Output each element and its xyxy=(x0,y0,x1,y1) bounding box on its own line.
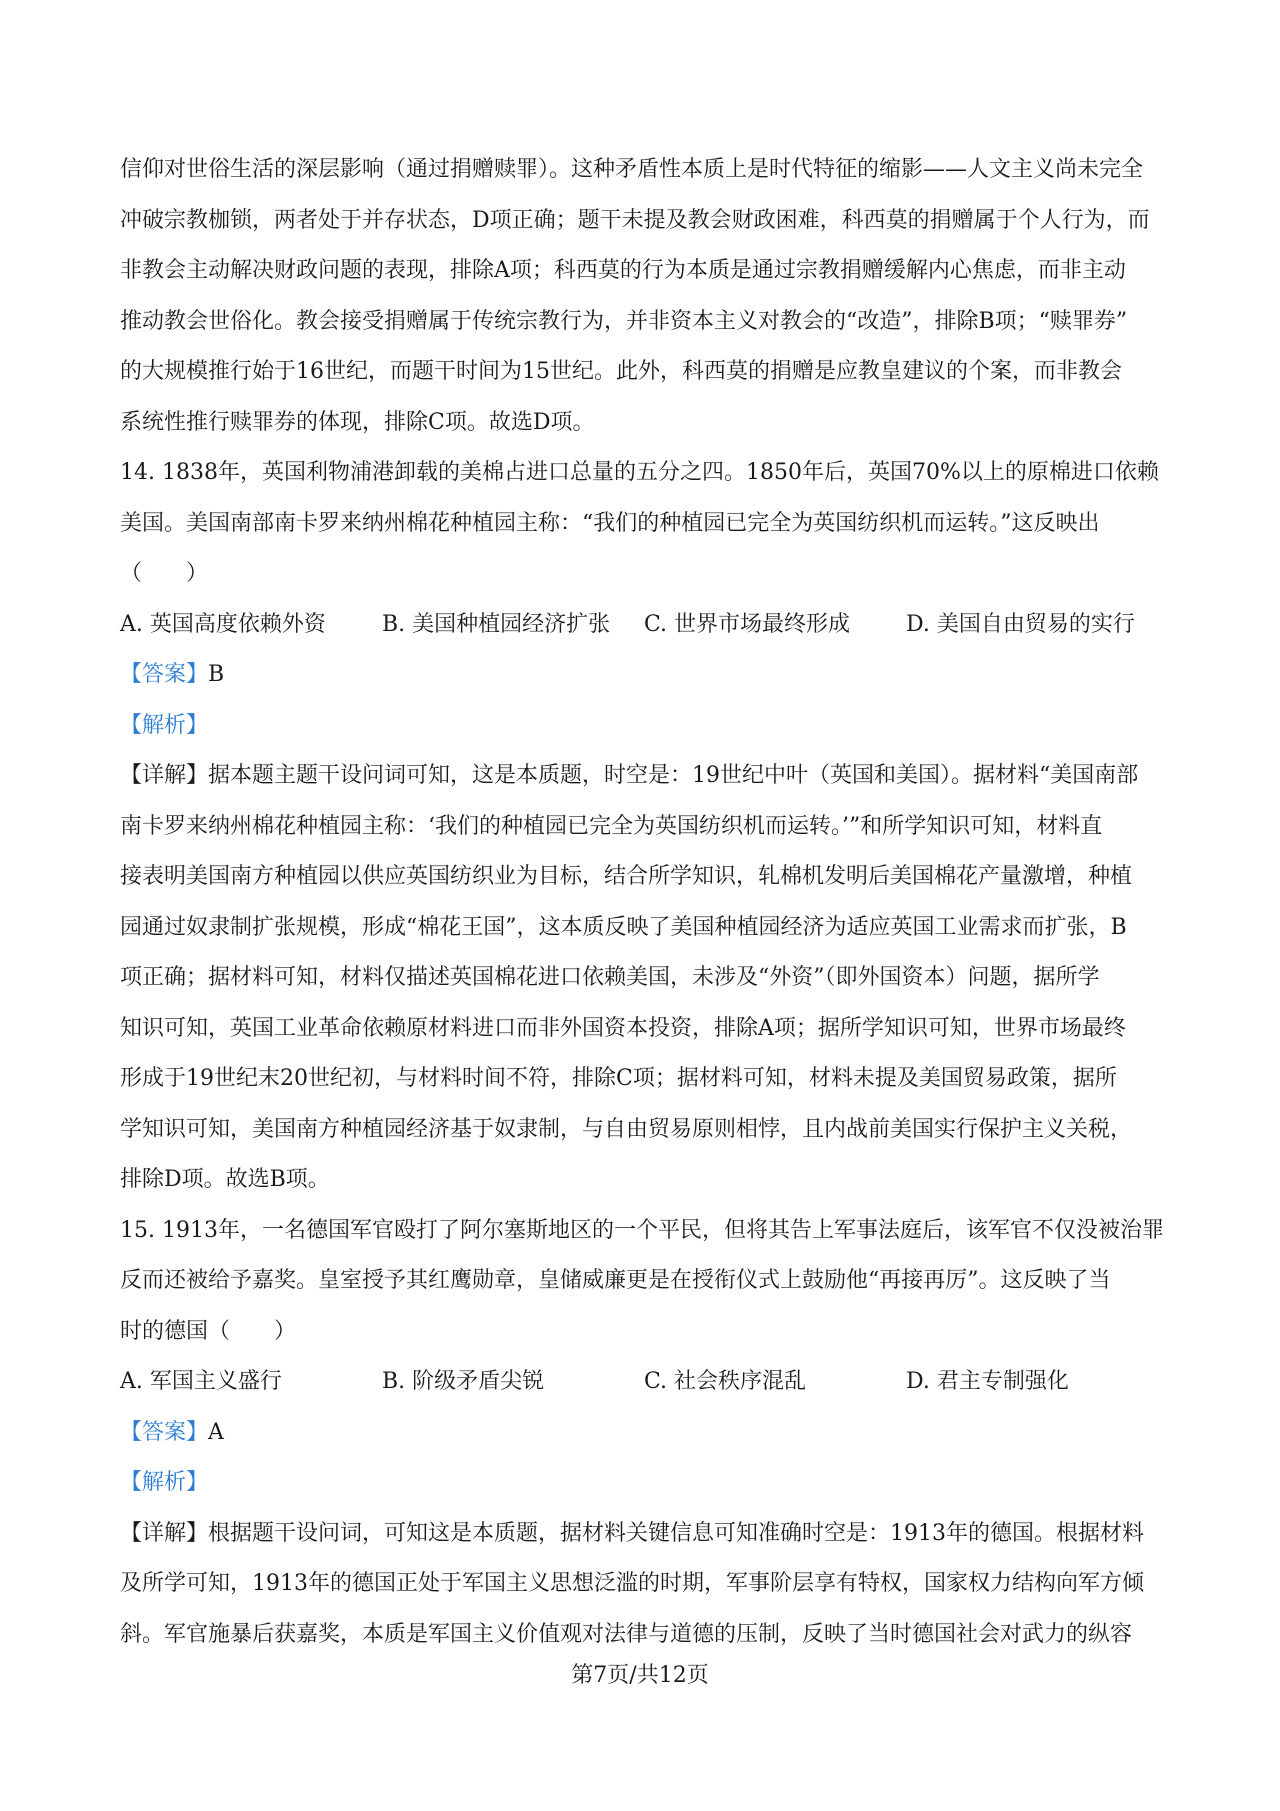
question-stem-line: 时的德国（ ） xyxy=(120,1318,297,1344)
question-options xyxy=(120,1357,1170,1408)
text-line: 非教会主动解决财政问题的表现，排除A项；科西莫的行为本质是通过宗教捐赠缓解内心焦虑，而非主动 xyxy=(120,258,1126,283)
question-options xyxy=(120,600,1170,651)
analysis-line xyxy=(120,1458,1170,1509)
question-14 xyxy=(120,448,1170,1206)
detail-line: 排除D项。故选B项。 xyxy=(120,1167,330,1192)
detail-line: 【详解】根据题干设问词，可知这是本质题，据材料关键信息可知准确时空是：1913年的德国。根据材料 xyxy=(120,1520,1144,1546)
detail-line: 斜。军官施暴后获嘉奖，本质是军国主义价值观对法律与道德的压制，反映了当时德国社会对武力的纵容 xyxy=(120,1621,1133,1647)
detail-line: 及所学可知，1913年的德国正处于军国主义思想泛滥的时期，军事阶层享有特权，国家权力结构向军方倾 xyxy=(120,1571,1144,1596)
question-stem-line: 反而还被给予嘉奖。皇室授予其红鹰勋章，皇储威廉更是在授衔仪式上鼓励他“再接再厉”。这反映了当 xyxy=(120,1268,1111,1293)
text-line: 信仰对世俗生活的深层影响（通过捐赠赎罪）。这种矛盾性本质上是时代特征的缩影——人文主义尚未完全 xyxy=(120,157,1144,182)
question-stem-line: 15. 1913年，一名德国军官殴打了阿尔塞斯地区的一个平民，但将其告上军事法庭后，该军官不仅没被治罪 xyxy=(120,1217,1164,1243)
question-stem-line: 美国。美国南部南卡罗来纳州棉花种植园主称：“我们的种植园已完全为英国纺织机而运转。”这反映出 xyxy=(120,510,1100,536)
detail-line: 南卡罗来纳州棉花种植园主称：‘我们的种植园已完全为英国纺织机而运转。’”和所学知识可知，材料直 xyxy=(120,813,1103,839)
detail-line: 形成于19世纪末20世纪初，与材料时间不符，排除C项；据材料可知，材料未提及美国贸易政策，据所 xyxy=(120,1066,1117,1091)
question-stem-line: 14. 1838年，英国利物浦港卸载的美棉占进口总量的五分之四。1850年后，英国70%以上的原棉进口依赖 xyxy=(120,460,1159,485)
text-line: 冲破宗教枷锁，两者处于并存状态，D项正确；题干未提及教会财政困难，科西莫的捐赠属于个人行为，而 xyxy=(120,207,1150,233)
detail-line: 园通过奴隶制扩张规模，形成“棉花王国”，这本质反映了美国种植园经济为适应英国工业需求而扩张，B xyxy=(120,914,1127,940)
detail-line: 项正确；据材料可知，材料仅描述英国棉花进口依赖美国，未涉及“外资”（即外国资本）问题，据所学 xyxy=(120,965,1100,990)
analysis-tag: 【解析】 xyxy=(120,712,209,738)
answer-line xyxy=(120,1408,1170,1459)
detail-line: 接表明美国南方种植园以供应英国纺织业为目标，结合所学知识，轧棉机发明后美国棉花产量激增，种植 xyxy=(120,864,1133,889)
option-b: B. 阶级矛盾尖锐 xyxy=(382,1369,545,1394)
page-number-footer: 第7页/共12页 xyxy=(571,1663,709,1688)
answer-value: A xyxy=(208,1419,224,1445)
option-b: B. 美国种植园经济扩张 xyxy=(382,611,611,637)
analysis-line xyxy=(120,701,1170,752)
option-c: C. 社会秩序混乱 xyxy=(644,1369,807,1394)
detail-line: 【详解】据本题主题干设问词可知，这是本质题，时空是：19世纪中叶（英国和美国）。据材料“美国南部 xyxy=(120,763,1139,788)
previous-question-explanation xyxy=(120,145,1170,448)
question-stem-line: （ ） xyxy=(120,561,209,586)
option-a: A. 英国高度依赖外资 xyxy=(120,611,326,637)
option-c: C. 世界市场最终形成 xyxy=(644,611,851,637)
answer-tag: 【答案】 xyxy=(120,662,209,687)
answer-tag: 【答案】 xyxy=(120,1419,209,1445)
answer-line xyxy=(120,650,1170,701)
text-line: 推动教会世俗化。教会接受捐赠属于传统宗教行为，并非资本主义对教会的“改造”，排除B项；“赎罪券” xyxy=(120,308,1128,334)
page-content xyxy=(120,145,1170,1660)
detail-line: 知识可知，英国工业革命依赖原材料进口而非外国资本投资，排除A项；据所学知识可知，世界市场最终 xyxy=(120,1015,1126,1041)
analysis-tag: 【解析】 xyxy=(120,1470,209,1495)
answer-value: B xyxy=(208,662,225,687)
text-line: 的大规模推行始于16世纪，而题干时间为15世纪。此外，科西莫的捐赠是应教皇建议的个案，而非教会 xyxy=(120,359,1122,384)
detail-line: 学知识可知，美国南方种植园经济基于奴隶制，与自由贸易原则相悖，且内战前美国实行保护主义关税， xyxy=(120,1116,1133,1142)
option-d: D. 美国自由贸易的实行 xyxy=(906,611,1135,637)
text-line: 系统性推行赎罪券的体现，排除C项。故选D项。 xyxy=(120,409,595,435)
option-d: D. 君主专制强化 xyxy=(906,1369,1069,1394)
option-a: A. 军国主义盛行 xyxy=(120,1369,282,1394)
question-15 xyxy=(120,1206,1170,1661)
